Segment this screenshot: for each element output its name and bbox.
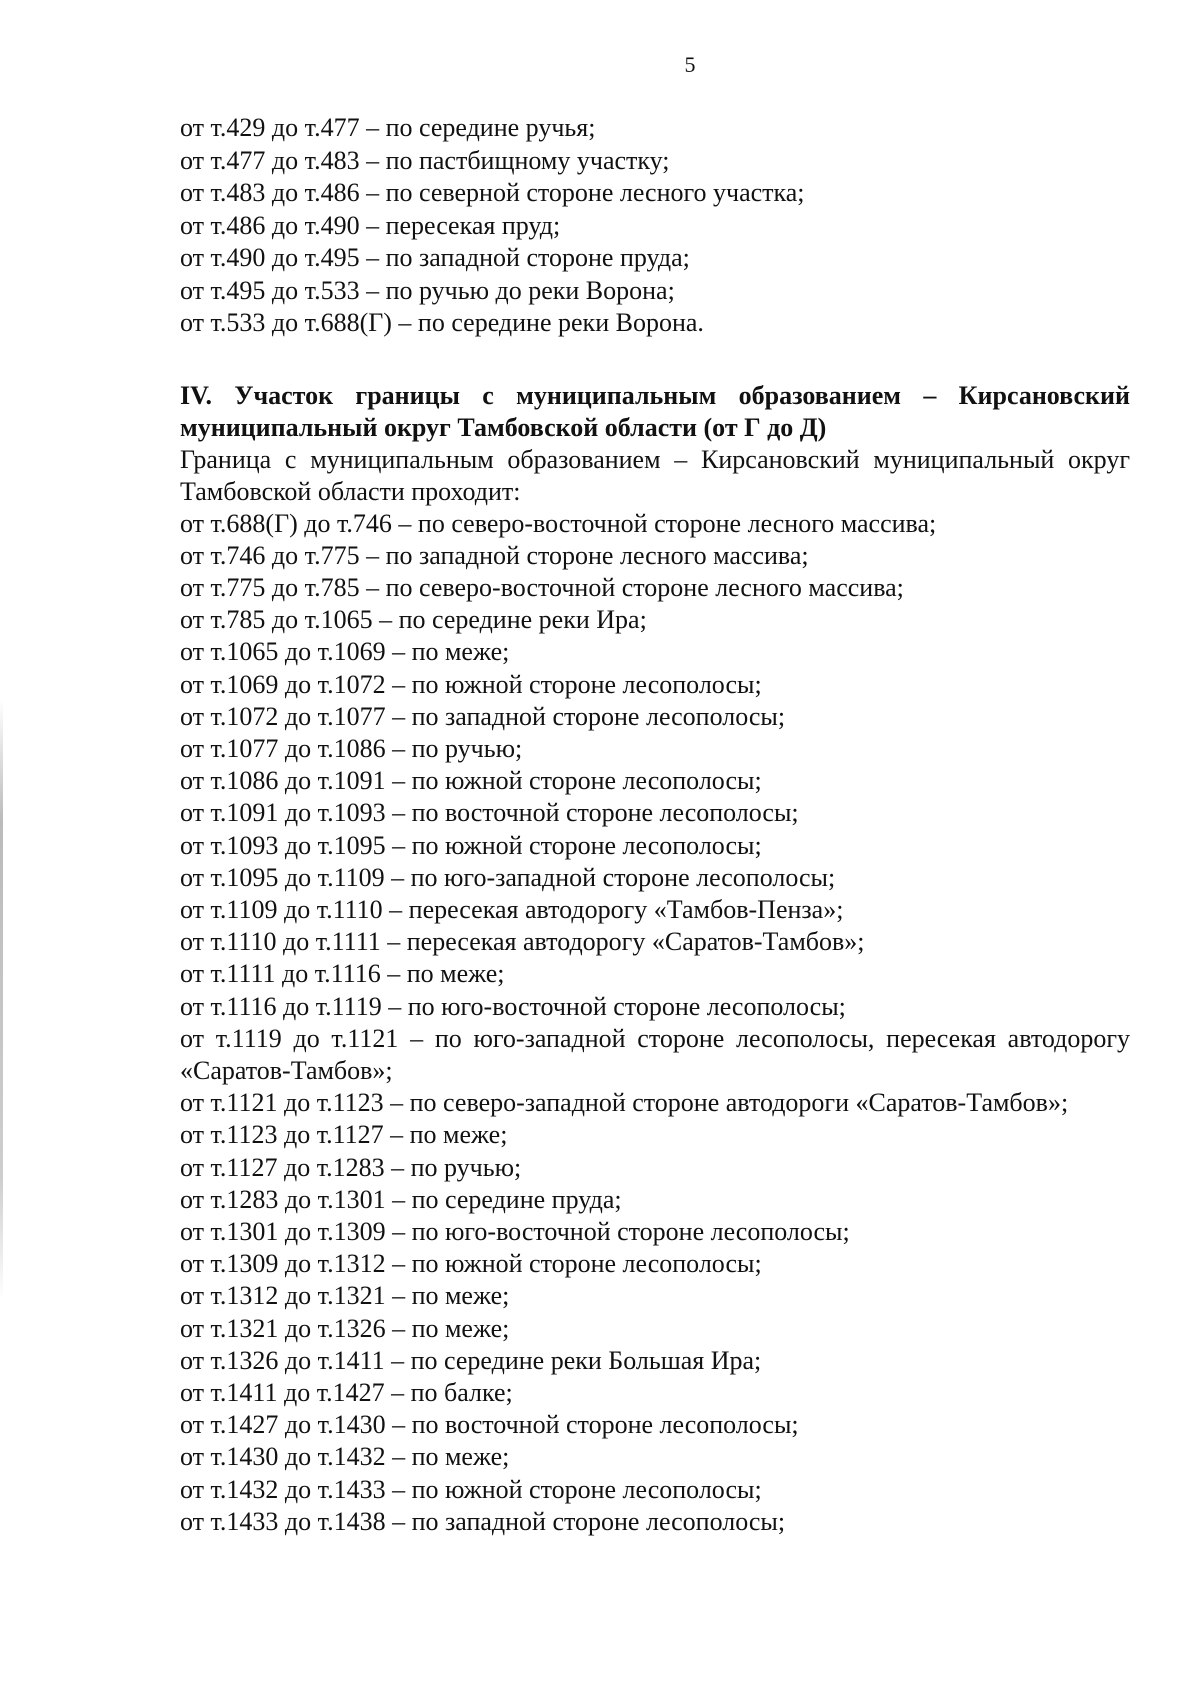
list-item: от т.1433 до т.1438 – по западной стороне лесополосы; <box>180 1506 786 1536</box>
list-item: от т.495 до т.533 – по ручью до реки Ворона; <box>180 275 675 305</box>
list-item: от т.483 до т.486 – по северной стороне лесного участка; <box>180 178 805 207</box>
section-heading: IV. Участок границы с муниципальным образованием – Кирсановский муниципальный округ Тамбовской области (от Г до Д) <box>180 380 1130 442</box>
list-item: от т.1069 до т.1072 – по южной стороне лесополосы; <box>180 669 762 699</box>
list-item: от т.1283 до т.1301 – по середине пруда; <box>180 1184 622 1214</box>
list-item: от т.486 до т.490 – пересекая пруд; <box>180 210 561 240</box>
list-item: от т.1321 до т.1326 – по меже; <box>180 1313 510 1343</box>
list-item: от т.533 до т.688(Г) – по середине реки Ворона. <box>180 308 704 337</box>
list-item: от т.1432 до т.1433 – по южной стороне лесополосы; <box>180 1474 762 1504</box>
list-item: от т.1312 до т.1321 – по меже; <box>180 1281 510 1311</box>
list-item: от т.1095 до т.1109 – по юго-западной стороне лесополосы; <box>180 862 836 892</box>
list-item: от т.490 до т.495 – по западной стороне пруда; <box>180 243 690 272</box>
list-item: от т.1065 до т.1069 – по меже; <box>180 637 510 667</box>
list-item: от т.1110 до т.1111 – пересекая автодорогу «Саратов-Тамбов»; <box>180 927 865 957</box>
list-item: от т.775 до т.785 – по северо-восточной стороне лесного массива; <box>180 572 904 602</box>
list-item: от т.1091 до т.1093 – по восточной стороне лесополосы; <box>180 798 799 828</box>
list-item: от т.1077 до т.1086 – по ручью; <box>180 733 523 763</box>
scan-edge-shadow <box>0 700 3 1300</box>
list-item: от т.1072 до т.1077 – по западной стороне лесополосы; <box>180 701 786 731</box>
list-item: от т.1430 до т.1432 – по меже; <box>180 1442 510 1472</box>
list-item: от т.1086 до т.1091 – по южной стороне лесополосы; <box>180 766 762 796</box>
section-intro: Граница с муниципальным образованием – Кирсановский муниципальный округ Тамбовской области проходит: <box>180 444 1130 506</box>
boundary-list <box>180 508 1130 1539</box>
list-item: от т.477 до т.483 – по пастбищному участку; <box>180 145 670 175</box>
list-item: от т.429 до т.477 – по середине ручья; <box>180 113 596 142</box>
list-item: от т.1093 до т.1095 – по южной стороне лесополосы; <box>180 830 762 860</box>
list-item: от т.1111 до т.1116 – по меже; <box>180 959 505 989</box>
list-item: от т.688(Г) до т.746 – по северо-восточной стороне лесного массива; <box>180 508 937 538</box>
list-item: от т.1427 до т.1430 – по восточной стороне лесополосы; <box>180 1410 799 1440</box>
list-item: от т.1326 до т.1411 – по середине реки Большая Ира; <box>180 1345 762 1375</box>
list-item: от т.1123 до т.1127 – по меже; <box>180 1120 508 1150</box>
list-item: от т.1411 до т.1427 – по балке; <box>180 1377 513 1407</box>
list-item: от т.1301 до т.1309 – по юго-восточной стороне лесополосы; <box>180 1216 850 1246</box>
list-item: от т.1309 до т.1312 – по южной стороне лесополосы; <box>180 1249 762 1279</box>
boundary-list-continued <box>180 112 1130 340</box>
list-item: от т.785 до т.1065 – по середине реки Ира; <box>180 605 647 635</box>
list-item: от т.1109 до т.1110 – пересекая автодорогу «Тамбов-Пенза»; <box>180 894 844 924</box>
list-item: от т.1119 до т.1121 – по юго-западной стороне лесополосы, пересекая автодорогу «Саратов-Тамбов»; <box>180 1023 1130 1085</box>
list-item: от т.1116 до т.1119 – по юго-восточной стороне лесополосы; <box>180 991 846 1021</box>
list-item: от т.1121 до т.1123 – по северо-западной стороне автодороги «Саратов-Тамбов»; <box>180 1088 1069 1118</box>
page-number: 5 <box>684 52 696 77</box>
list-item: от т.1127 до т.1283 – по ручью; <box>180 1152 522 1182</box>
document-body <box>180 112 1130 1538</box>
list-item: от т.746 до т.775 – по западной стороне лесного массива; <box>180 540 809 570</box>
